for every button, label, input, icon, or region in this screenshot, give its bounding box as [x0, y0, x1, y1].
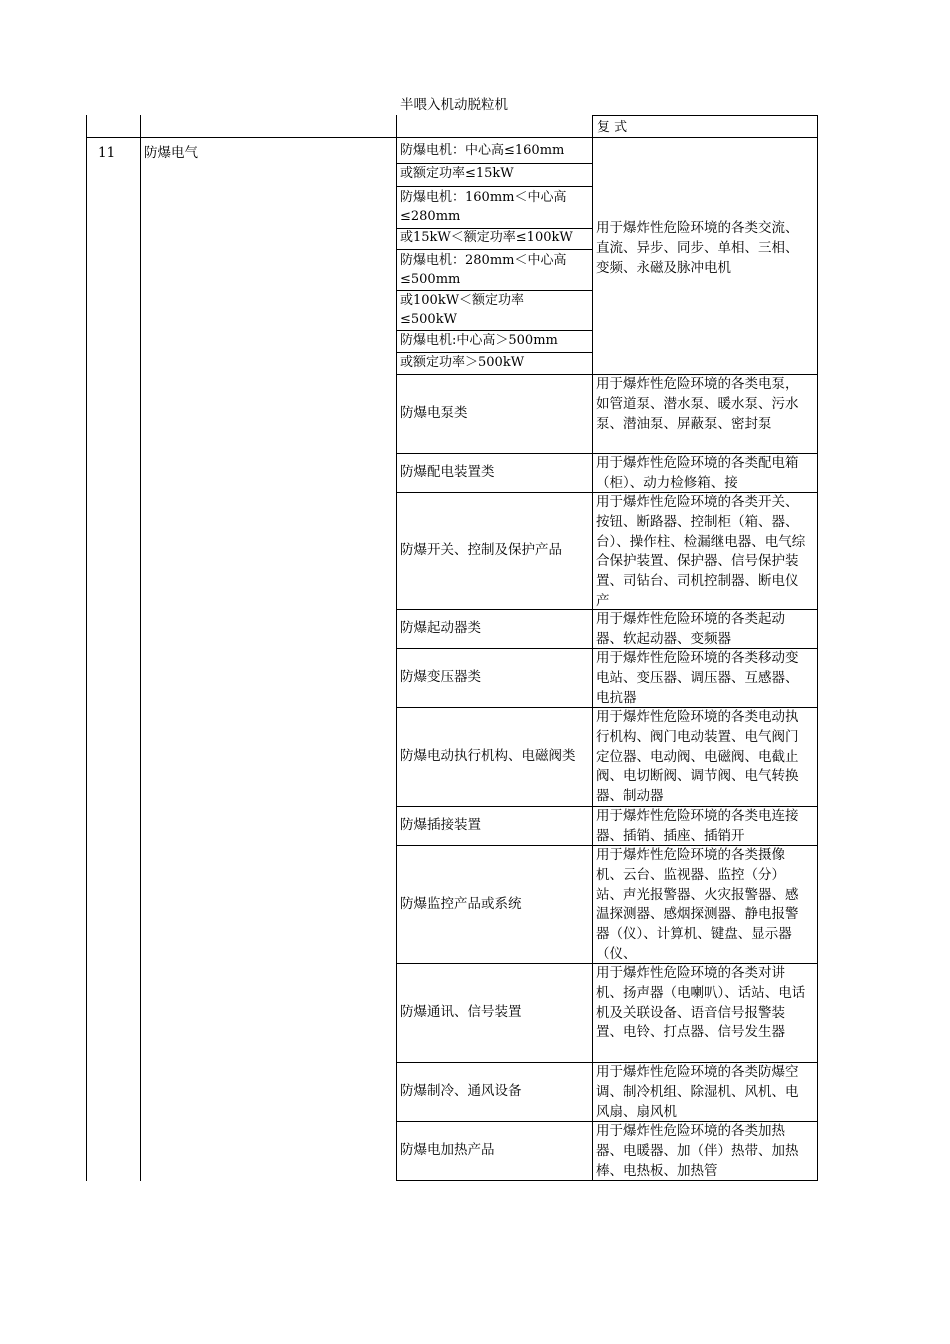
motor-spec-5: 防爆电机：280mm＜中心高≤500mm: [400, 253, 567, 287]
product-name-text: 防爆插接装置: [400, 817, 481, 834]
product-description: 用于爆炸性危险环境的各类配电箱（柜）、动力检修箱、接: [596, 455, 799, 491]
product-description: 用于爆炸性危险环境的各类防爆空调、制冷机组、除湿机、风机、电风扇、扇风机: [596, 1064, 799, 1120]
row-number: 11: [98, 145, 116, 161]
product-description: 用于爆炸性危险环境的各类摄像机、云台、监视器、监控（分）站、声光报警器、火灾报警器、感温探测器、感烟探测器、静电报警器（仪）、计算机、键盘、显示器（仪、: [596, 847, 799, 962]
product-name-text: 防爆通讯、信号装置: [400, 1004, 522, 1021]
motor-spec-2: 或额定功率≤15kW: [400, 166, 514, 181]
product-description: 用于爆炸性危险环境的各类开关、按钮、断路器、控制柜（箱、器、台）、操作柱、检漏继电器、电气综合保护装置、保护器、信号保护装置、司钻台、司机控制器、断电仪产: [596, 494, 806, 609]
product-name-text: 防爆监控产品或系统: [400, 895, 522, 912]
product-name-text: 防爆配电装置类: [400, 464, 495, 481]
product-name-text: 防爆开关、控制及保护产品: [400, 542, 562, 559]
product-description: 用于爆炸性危险环境的各类电泵，如管道泵、潜水泵、暖水泵、污水泵、潜油泵、屏蔽泵、密封泵: [596, 376, 799, 432]
product-description: 用于爆炸性危险环境的各类电动执行机构、阀门电动装置、电气阀门定位器、电动阀、电磁阀、电截止阀、电切断阀、调节阀、电气转换器、制动器: [596, 709, 799, 805]
product-name: [400, 493, 585, 609]
motor-spec-divider: [396, 228, 592, 229]
header-sub-label: 复 式: [597, 120, 628, 135]
motor-spec-6: 或100kW＜额定功率≤500kW: [400, 293, 525, 327]
product-name: [400, 708, 585, 806]
motor-spec-3: 防爆电机：160mm＜中心高≤280mm: [400, 190, 567, 224]
product-name: [400, 649, 590, 707]
product-name: [400, 964, 590, 1062]
header-top-label: 半喂入机动脱粒机: [400, 97, 508, 113]
motor-spec-divider: [396, 163, 592, 164]
motor-spec-divider: [396, 352, 592, 353]
motor-spec-divider: [396, 186, 592, 187]
product-name: [400, 1122, 590, 1180]
product-name-text: 防爆电动执行机构、电磁阀类: [400, 748, 576, 765]
col-line-1: [86, 115, 87, 1181]
product-name: [400, 375, 590, 453]
product-description: 用于爆炸性危险环境的各类对讲机、扬声器（电喇叭）、话站、电话机及关联设备、语音信号报警装置、电铃、打点器、信号发生器: [596, 965, 806, 1041]
header-bottom-border: [86, 137, 818, 138]
motor-spec-1: 防爆电机：中心高≤160mm: [400, 143, 565, 158]
header-top-border: [592, 115, 818, 116]
product-name-text: 防爆变压器类: [400, 669, 481, 686]
product-name: [400, 454, 590, 492]
product-name: [400, 846, 590, 963]
product-description: 用于爆炸性危险环境的各类电连接器、插销、插座、插销开: [596, 808, 799, 844]
col-line-2: [140, 115, 141, 1181]
product-name-text: 防爆制冷、通风设备: [400, 1083, 522, 1100]
product-name-text: 防爆电泵类: [400, 405, 468, 422]
product-name-text: 防爆起动器类: [400, 620, 481, 637]
product-name-text: 防爆电加热产品: [400, 1142, 495, 1159]
motor-description: 用于爆炸性危险环境的各类交流、直流、异步、同步、单相、三相、变频、永磁及脉冲电机: [596, 220, 799, 276]
product-description: 用于爆炸性危险环境的各类起动器、软起动器、变频器: [596, 611, 785, 647]
product-name: [400, 1063, 590, 1121]
row-category: 防爆电气: [144, 145, 198, 161]
product-row-border: [396, 1180, 818, 1181]
motor-spec-4: 或15kW＜额定功率≤100kW: [400, 230, 573, 245]
product-name: [400, 807, 590, 845]
motor-spec-8: 或额定功率＞500kW: [400, 355, 525, 370]
product-name: [400, 610, 590, 648]
motor-spec-divider: [396, 249, 592, 250]
product-description: 用于爆炸性危险环境的各类加热器、电暖器、加（伴）热带、加热棒、电热板、加热管: [596, 1123, 799, 1179]
motor-spec-divider: [396, 330, 592, 331]
motor-spec-7: 防爆电机:中心高＞500mm: [400, 333, 558, 348]
product-description: 用于爆炸性危险环境的各类移动变电站、变压器、调压器、互感器、电抗器: [596, 650, 799, 706]
